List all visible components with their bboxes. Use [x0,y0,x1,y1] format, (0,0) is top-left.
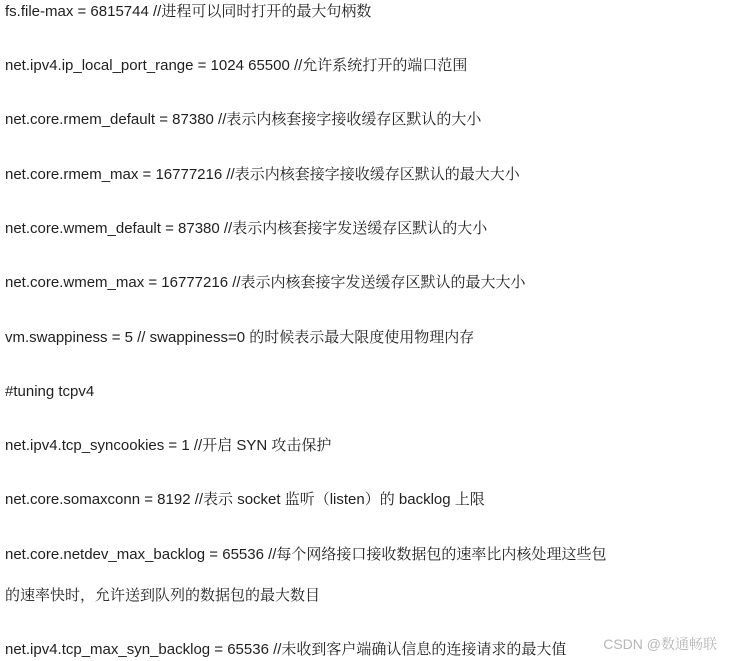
config-line-rmem-max: net.core.rmem_max = 16777216 //表示内核套接字接收缓存区默认的最大大小 [5,166,520,183]
watermark-text: CSDN @数通畅联 [603,636,717,652]
config-line-wmem-default: net.core.wmem_default = 87380 //表示内核套接字发送缓存区默认的大小 [5,220,488,237]
config-line-netdev-max-backlog: net.core.netdev_max_backlog = 65536 //每个网络接口接收数据包的速率比内核处理这些包 [5,546,607,563]
config-line-tcp-syncookies: net.ipv4.tcp_syncookies = 1 //开启 SYN 攻击保护 [5,437,332,454]
config-line-rmem-default: net.core.rmem_default = 87380 //表示内核套接字接收缓存区默认的大小 [5,111,482,128]
config-line-netdev-max-backlog-cont: 的速率快时，允许送到队列的数据包的最大数目 [5,587,321,604]
config-line-file-max: fs.file-max = 6815744 //进程可以同时打开的最大句柄数 [5,3,372,20]
config-line-swappiness: vm.swappiness = 5 // swappiness=0 的时候表示最大限度使用物理内存 [5,329,475,346]
config-line-somaxconn: net.core.somaxconn = 8192 //表示 socket 监听（listen）的 backlog 上限 [5,491,485,508]
config-line-wmem-max: net.core.wmem_max = 16777216 //表示内核套接字发送缓存区默认的最大大小 [5,274,526,291]
config-line-tcp-max-syn-backlog: net.ipv4.tcp_max_syn_backlog = 65536 //未收到客户端确认信息的连接请求的最大值 [5,641,567,658]
section-heading-tuning-tcpv4: #tuning tcpv4 [5,383,95,400]
config-line-ip-local-port-range: net.ipv4.ip_local_port_range = 1024 65500 //允许系统打开的端口范围 [5,57,468,74]
